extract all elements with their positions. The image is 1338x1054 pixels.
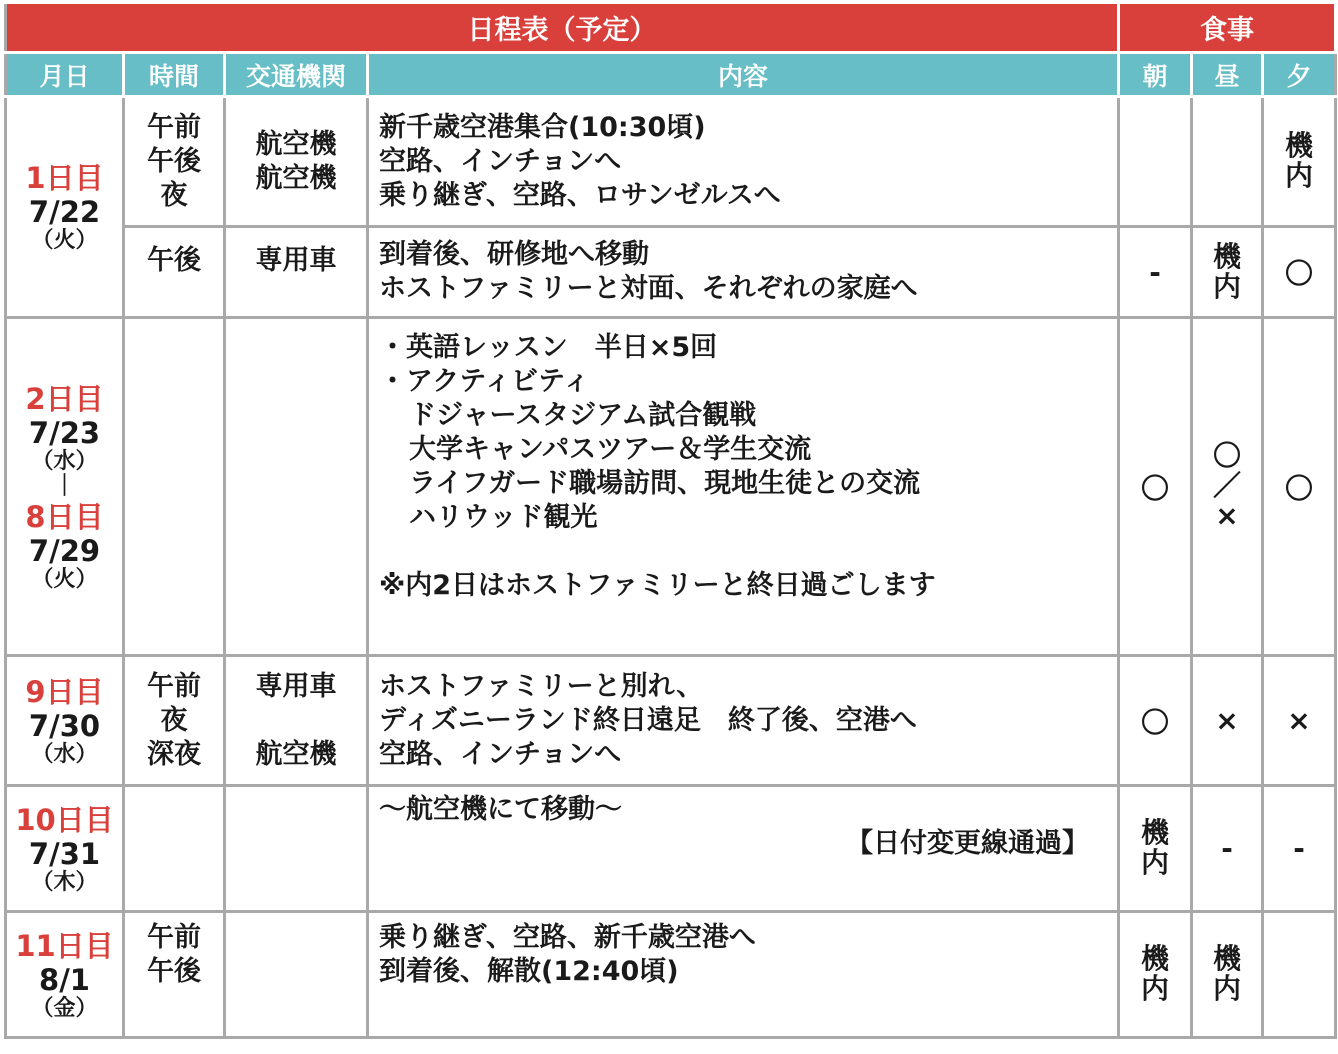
content-line: 空路、インチョンへ (379, 145, 622, 177)
time-cell (124, 318, 225, 656)
time-cell (124, 912, 225, 1038)
lunch-cell (1192, 97, 1263, 227)
content-line: ホストファミリーと対面、それぞれの家庭へ (379, 273, 918, 304)
col-content: 内容 (368, 53, 1119, 97)
transport-cell (225, 97, 368, 227)
time-text: 夜 (160, 704, 188, 736)
day-date: 7/29 (28, 533, 101, 568)
day-number: 9日目 (25, 674, 104, 709)
table-row (6, 318, 1336, 656)
content-cell (368, 318, 1119, 656)
column-header-row (6, 53, 1336, 97)
dinner-cell: × (1263, 656, 1336, 786)
day-cell (6, 912, 124, 1038)
content-line: ～航空機にて移動～ (379, 794, 622, 825)
time-cell (124, 97, 225, 227)
time-text: 午後 (147, 956, 201, 987)
breakfast-cell: 〇 (1119, 656, 1192, 786)
breakfast-cell (1119, 97, 1192, 227)
content-line: 到着後、解散(12:40頃) (379, 956, 679, 987)
transport-cell (225, 912, 368, 1038)
breakfast-cell (1119, 786, 1192, 912)
col-lunch: 昼 (1192, 53, 1263, 97)
day-weekday: （火） (31, 566, 98, 592)
content-line: 乗り継ぎ、空路、ロサンゼルスへ (379, 179, 781, 211)
day-weekday: （金） (31, 995, 98, 1021)
col-time: 時間 (124, 53, 225, 97)
col-transport: 交通機関 (225, 53, 368, 97)
day-weekday: （水） (31, 448, 98, 474)
meal-text: 機 (1140, 816, 1169, 849)
transport-text: 航空機 (255, 738, 337, 770)
day-cell (6, 318, 124, 656)
day-cell (6, 786, 124, 912)
day-date: 7/22 (28, 195, 101, 229)
time-cell (124, 786, 225, 912)
meal-text: × (1215, 499, 1239, 532)
breakfast-cell: - (1119, 227, 1192, 318)
schedule-table (4, 4, 1337, 1039)
day-number: 11日目 (15, 928, 114, 963)
transport-text: 航空機 (255, 162, 337, 194)
transport-cell (225, 656, 368, 786)
lunch-cell (1192, 318, 1263, 656)
meal-text: 内 (1140, 972, 1169, 1005)
meal-text: 〇 (1212, 439, 1241, 472)
meals-title: 食事 (1119, 4, 1336, 53)
time-text: 夜 (160, 179, 188, 211)
content-cell (368, 786, 1119, 912)
meal-text: 内 (1140, 846, 1169, 879)
time-cell: 午後 (124, 227, 225, 318)
content-line: ディズニーランド終日遠足 終了後、空港へ (379, 704, 917, 736)
day-date: 7/23 (28, 415, 101, 450)
activity-line: ハリウッド観光 (409, 502, 598, 533)
table-row (6, 912, 1336, 1038)
content-line: ・アクティビティ (379, 366, 590, 397)
range-separator: ｜ (53, 473, 76, 499)
day-weekday: （火） (31, 228, 98, 253)
day-number: 8日目 (25, 499, 104, 534)
breakfast-cell (1119, 912, 1192, 1038)
time-text: 午後 (147, 145, 201, 177)
day-number: 2日目 (25, 381, 104, 416)
note-line: ※内2日はホストファミリーと終日過ごします (379, 570, 936, 601)
transport-cell (225, 786, 368, 912)
content-line: 乗り継ぎ、空路、新千歳空港へ (379, 922, 756, 953)
col-breakfast: 朝 (1119, 53, 1192, 97)
table-row (6, 656, 1336, 786)
time-text: 午前 (147, 670, 201, 702)
meal-text: 機 (1212, 942, 1241, 975)
day-cell (6, 656, 124, 786)
transport-cell: 専用車 (225, 227, 368, 318)
content-cell (368, 227, 1119, 318)
content-line: ・英語レッスン 半日×5回 (379, 332, 718, 363)
content-line: 空路、インチョンへ (379, 738, 622, 770)
transport-text: 専用車 (255, 670, 337, 702)
day-weekday: （木） (31, 869, 98, 895)
meal-text: 機 (1284, 129, 1313, 162)
activity-line: 大学キャンパスツアー＆学生交流 (409, 434, 812, 465)
lunch-cell: × (1192, 656, 1263, 786)
time-text: 午前 (147, 922, 201, 953)
breakfast-cell: 〇 (1119, 318, 1192, 656)
lunch-cell (1192, 227, 1263, 318)
content-cell (368, 656, 1119, 786)
meal-text: 内 (1284, 159, 1313, 192)
content-cell (368, 912, 1119, 1038)
content-cell (368, 97, 1119, 227)
dinner-cell: - (1263, 786, 1336, 912)
lunch-cell (1192, 912, 1263, 1038)
lunch-cell: - (1192, 786, 1263, 912)
table-row (6, 97, 1336, 227)
meal-text: 内 (1212, 269, 1241, 303)
activity-line: ドジャースタジアム試合観戦 (409, 400, 757, 431)
transport-cell (225, 318, 368, 656)
transport-text: 航空機 (255, 128, 337, 160)
schedule-title: 日程表（予定） (6, 4, 1119, 53)
meal-text: ／ (1212, 469, 1241, 502)
table-row (6, 227, 1336, 318)
content-line: ホストファミリーと別れ、 (379, 670, 704, 702)
dinner-cell (1263, 97, 1336, 227)
time-text: 深夜 (147, 738, 201, 770)
note-line: 【日付変更線通過】 (846, 828, 1089, 859)
day-date: 7/30 (28, 708, 101, 743)
meal-text: 機 (1212, 239, 1241, 273)
table-row (6, 786, 1336, 912)
col-date: 月日 (6, 53, 124, 97)
time-cell (124, 656, 225, 786)
meal-text: 内 (1212, 972, 1241, 1005)
day-number: 1日目 (25, 161, 104, 195)
time-text: 午前 (147, 111, 201, 143)
day-number: 10日目 (15, 802, 114, 837)
dinner-cell: 〇 (1263, 227, 1336, 318)
day-cell (6, 97, 124, 318)
activity-line: ライフガード職場訪問、現地生徒との交流 (409, 468, 921, 499)
dinner-cell (1263, 912, 1336, 1038)
col-dinner: 夕 (1263, 53, 1336, 97)
day-weekday: （水） (31, 741, 98, 767)
content-line: 到着後、研修地へ移動 (379, 239, 649, 270)
content-line: 新千歳空港集合(10:30頃) (379, 111, 706, 143)
day-date: 8/1 (39, 962, 90, 997)
day-date: 7/31 (28, 836, 101, 871)
meal-text: 機 (1140, 942, 1169, 975)
title-row (6, 4, 1336, 53)
dinner-cell: 〇 (1263, 318, 1336, 656)
